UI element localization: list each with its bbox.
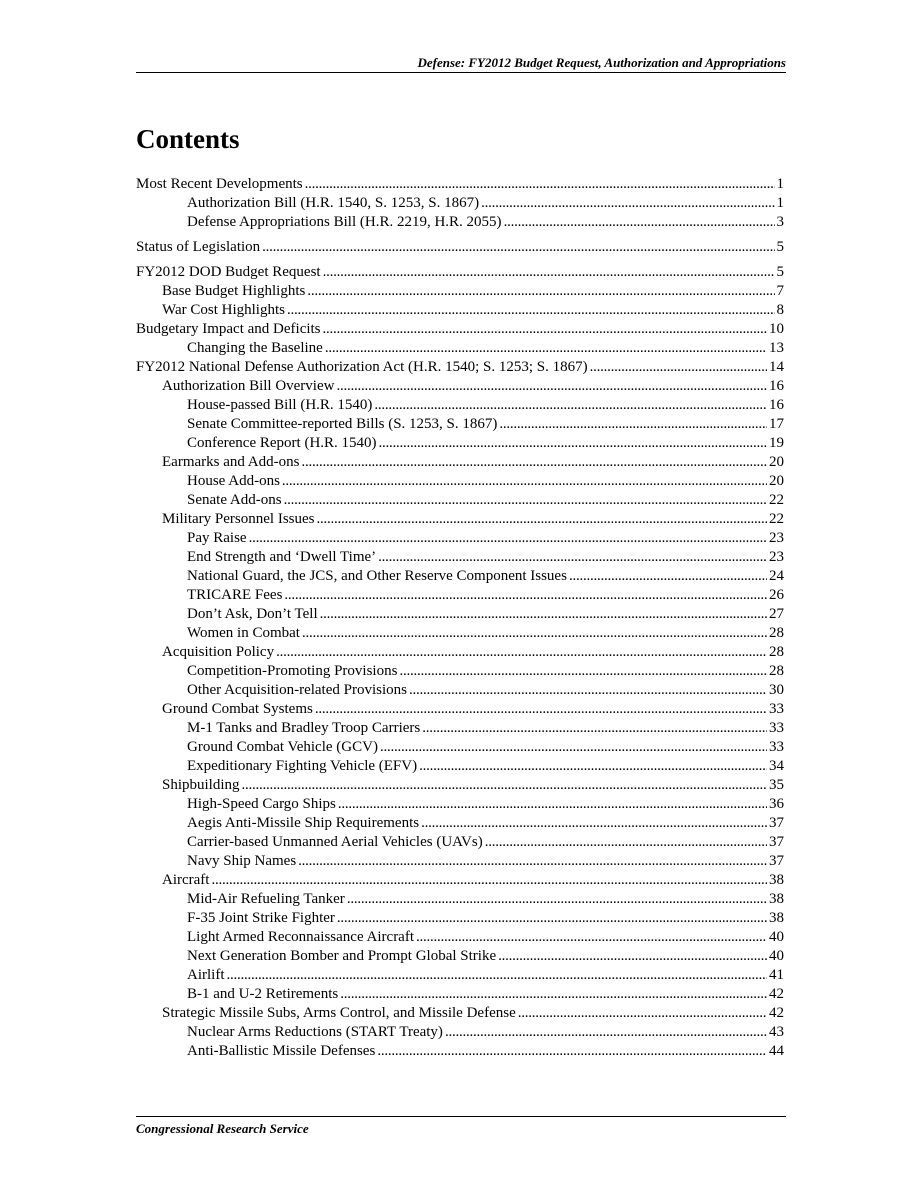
toc-entry-label[interactable]: Don’t Ask, Don’t Tell xyxy=(187,606,318,622)
toc-entry-label[interactable]: B-1 and U-2 Retirements xyxy=(187,986,339,1002)
toc-entry-label[interactable]: Anti-Ballistic Missile Defenses xyxy=(187,1043,376,1059)
toc-entry-label[interactable]: TRICARE Fees xyxy=(187,587,283,603)
toc-entry-label[interactable]: FY2012 DOD Budget Request xyxy=(136,264,321,280)
toc-entry[interactable] xyxy=(136,644,784,663)
toc-leader-dots xyxy=(307,283,774,300)
toc-entry-page-number[interactable]: 16 xyxy=(769,397,784,413)
toc-entry-label[interactable]: Expeditionary Fighting Vehicle (EFV) xyxy=(187,758,418,774)
toc-leader-dots xyxy=(305,176,775,193)
toc-entry-page-number[interactable]: 23 xyxy=(769,549,784,565)
toc-entry-label[interactable]: Light Armed Reconnaissance Aircraft xyxy=(187,929,415,945)
toc-entry[interactable] xyxy=(136,530,784,549)
toc-entry-page-number[interactable]: 8 xyxy=(776,302,784,318)
toc-leader-dots xyxy=(323,264,775,281)
toc-entry-label[interactable]: F-35 Joint Strike Fighter xyxy=(187,910,335,926)
toc-entry-page-number[interactable]: 37 xyxy=(769,853,784,869)
toc-entry-label[interactable]: Ground Combat Systems xyxy=(162,701,313,717)
toc-leader-dots xyxy=(445,1024,767,1041)
toc-leader-dots xyxy=(320,606,767,623)
toc-entry-label[interactable]: Senate Add-ons xyxy=(187,492,282,508)
toc-leader-dots xyxy=(262,239,774,256)
toc-entry-page-number[interactable]: 22 xyxy=(769,511,784,527)
toc-leader-dots xyxy=(315,701,767,718)
toc-entry-page-number[interactable]: 28 xyxy=(769,625,784,641)
table-of-contents xyxy=(136,176,784,1062)
toc-entry-label[interactable]: Defense Appropriations Bill (H.R. 2219, H.R. 2055) xyxy=(187,214,502,230)
toc-leader-dots xyxy=(302,625,767,642)
toc-entry[interactable] xyxy=(136,511,784,530)
toc-leader-dots xyxy=(325,340,767,357)
toc-entry[interactable] xyxy=(136,397,784,416)
toc-leader-dots xyxy=(298,853,767,870)
toc-entry-label[interactable]: National Guard, the JCS, and Other Reserve Component Issues xyxy=(187,568,567,584)
toc-leader-dots xyxy=(337,910,767,927)
toc-entry-page-number[interactable]: 42 xyxy=(769,986,784,1002)
toc-entry[interactable] xyxy=(136,321,784,340)
toc-leader-dots xyxy=(498,948,767,965)
toc-entry[interactable] xyxy=(136,239,784,258)
toc-entry-label[interactable]: Authorization Bill Overview xyxy=(162,378,335,394)
toc-entry-page-number[interactable]: 20 xyxy=(769,454,784,470)
toc-leader-dots xyxy=(282,473,767,490)
toc-entry[interactable] xyxy=(136,682,784,701)
toc-entry-label[interactable]: House Add-ons xyxy=(187,473,280,489)
toc-entry-label[interactable]: Airlift xyxy=(187,967,225,983)
toc-entry-label[interactable]: Navy Ship Names xyxy=(187,853,297,869)
toc-entry[interactable] xyxy=(136,1005,784,1024)
toc-entry-page-number[interactable]: 35 xyxy=(769,777,784,793)
toc-entry-page-number[interactable]: 5 xyxy=(776,239,784,255)
toc-entry-page-number[interactable]: 17 xyxy=(769,416,784,432)
toc-entry-page-number[interactable]: 30 xyxy=(769,682,784,698)
toc-entry-page-number[interactable]: 38 xyxy=(769,910,784,926)
toc-leader-dots xyxy=(485,834,767,851)
toc-leader-dots xyxy=(504,214,775,231)
toc-entry-page-number[interactable]: 37 xyxy=(769,834,784,850)
toc-entry[interactable] xyxy=(136,625,784,644)
toc-entry[interactable] xyxy=(136,176,784,195)
toc-entry[interactable] xyxy=(136,872,784,891)
toc-entry[interactable] xyxy=(136,758,784,777)
toc-entry[interactable] xyxy=(136,853,784,872)
toc-entry[interactable] xyxy=(136,967,784,986)
toc-entry-page-number[interactable]: 34 xyxy=(769,758,784,774)
page-title: Contents xyxy=(136,124,240,154)
toc-entry[interactable] xyxy=(136,195,784,214)
toc-entry-label[interactable]: Conference Report (H.R. 1540) xyxy=(187,435,377,451)
toc-entry[interactable] xyxy=(136,587,784,606)
toc-leader-dots xyxy=(338,796,767,813)
toc-entry-label[interactable]: Carrier-based Unmanned Aerial Vehicles (UAVs) xyxy=(187,834,483,850)
toc-entry[interactable] xyxy=(136,416,784,435)
toc-leader-dots xyxy=(590,359,767,376)
toc-entry[interactable] xyxy=(136,720,784,739)
toc-leader-dots xyxy=(242,777,767,794)
toc-entry[interactable] xyxy=(136,891,784,910)
toc-leader-dots xyxy=(416,929,767,946)
toc-entry-page-number[interactable]: 10 xyxy=(769,321,784,337)
toc-entry[interactable] xyxy=(136,815,784,834)
toc-entry-page-number[interactable]: 41 xyxy=(769,967,784,983)
toc-entry-label[interactable]: Shipbuilding xyxy=(162,777,240,793)
toc-leader-dots xyxy=(249,530,767,547)
toc-entry-page-number[interactable]: 19 xyxy=(769,435,784,451)
toc-entry[interactable] xyxy=(136,910,784,929)
toc-entry-page-number[interactable]: 38 xyxy=(769,872,784,888)
toc-entry-page-number[interactable]: 42 xyxy=(769,1005,784,1021)
toc-entry-label[interactable]: Women in Combat xyxy=(187,625,300,641)
toc-entry[interactable] xyxy=(136,739,784,758)
toc-entry-label[interactable]: Budgetary Impact and Deficits xyxy=(136,321,321,337)
toc-entry-page-number[interactable]: 36 xyxy=(769,796,784,812)
toc-entry-page-number[interactable]: 3 xyxy=(776,214,784,230)
toc-leader-dots xyxy=(276,644,767,661)
toc-entry-label[interactable]: Pay Raise xyxy=(187,530,247,546)
toc-entry[interactable] xyxy=(136,834,784,853)
toc-entry[interactable] xyxy=(136,454,784,473)
toc-leader-dots xyxy=(374,397,767,414)
toc-entry-page-number[interactable]: 33 xyxy=(769,739,784,755)
toc-entry-label[interactable]: End Strength and ‘Dwell Time’ xyxy=(187,549,377,565)
toc-entry[interactable] xyxy=(136,340,784,359)
toc-entry-label[interactable]: Acquisition Policy xyxy=(162,644,275,660)
toc-entry[interactable] xyxy=(136,549,784,568)
toc-entry-page-number[interactable]: 28 xyxy=(769,663,784,679)
toc-leader-dots xyxy=(518,1005,767,1022)
toc-entry-page-number[interactable]: 1 xyxy=(776,176,784,192)
toc-entry-label[interactable]: Mid-Air Refueling Tanker xyxy=(187,891,345,907)
toc-leader-dots xyxy=(347,891,767,908)
toc-entry-label[interactable]: Strategic Missile Subs, Arms Control, and Missile Defense xyxy=(162,1005,516,1021)
toc-leader-dots xyxy=(336,378,767,395)
toc-entry-label[interactable]: House-passed Bill (H.R. 1540) xyxy=(187,397,373,413)
toc-leader-dots xyxy=(380,739,767,756)
toc-leader-dots xyxy=(227,967,768,984)
toc-entry[interactable] xyxy=(136,264,784,283)
toc-entry[interactable] xyxy=(136,378,784,397)
toc-entry-label[interactable]: Aegis Anti-Missile Ship Requirements xyxy=(187,815,420,831)
toc-leader-dots xyxy=(287,302,775,319)
toc-entry[interactable] xyxy=(136,302,784,321)
toc-entry[interactable] xyxy=(136,663,784,682)
toc-entry[interactable] xyxy=(136,948,784,967)
toc-entry-label[interactable]: FY2012 National Defense Authorization Act (H.R. 1540; S. 1253; S. 1867) xyxy=(136,359,588,375)
toc-leader-dots xyxy=(481,195,774,212)
toc-leader-dots xyxy=(499,416,767,433)
toc-entry-label[interactable]: Military Personnel Issues xyxy=(162,511,315,527)
toc-entry-page-number[interactable]: 7 xyxy=(776,283,784,299)
toc-entry[interactable] xyxy=(136,283,784,302)
toc-entry-label[interactable]: Status of Legislation xyxy=(136,239,261,255)
toc-leader-dots xyxy=(301,454,767,471)
toc-leader-dots xyxy=(211,872,767,889)
toc-entry-page-number[interactable]: 13 xyxy=(769,340,784,356)
toc-leader-dots xyxy=(409,682,767,699)
toc-leader-dots xyxy=(284,492,767,509)
toc-leader-dots xyxy=(399,663,767,680)
toc-entry-label[interactable]: Other Acquisition-related Provisions xyxy=(187,682,407,698)
toc-entry-page-number[interactable]: 28 xyxy=(769,644,784,660)
toc-entry[interactable] xyxy=(136,796,784,815)
footer-text: Congressional Research Service xyxy=(136,1121,309,1136)
toc-entry-label[interactable]: Changing the Baseline xyxy=(187,340,323,356)
toc-entry[interactable] xyxy=(136,929,784,948)
toc-leader-dots xyxy=(422,720,767,737)
header-divider xyxy=(136,72,786,73)
toc-entry-page-number[interactable]: 44 xyxy=(769,1043,784,1059)
toc-entry[interactable] xyxy=(136,1043,784,1062)
toc-leader-dots xyxy=(379,435,767,452)
toc-leader-dots xyxy=(284,587,767,604)
toc-entry[interactable] xyxy=(136,777,784,796)
toc-leader-dots xyxy=(421,815,767,832)
toc-entry-page-number[interactable]: 33 xyxy=(769,720,784,736)
toc-entry-page-number[interactable]: 5 xyxy=(776,264,784,280)
toc-entry-label[interactable]: Senate Committee-reported Bills (S. 1253, S. 1867) xyxy=(187,416,498,432)
toc-leader-dots xyxy=(340,986,767,1003)
toc-entry[interactable] xyxy=(136,492,784,511)
toc-entry-label[interactable]: Aircraft xyxy=(162,872,210,888)
toc-leader-dots xyxy=(377,1043,767,1060)
toc-entry-page-number[interactable]: 26 xyxy=(769,587,784,603)
toc-leader-dots xyxy=(569,568,767,585)
toc-entry[interactable] xyxy=(136,435,784,454)
toc-entry[interactable] xyxy=(136,568,784,587)
toc-leader-dots xyxy=(419,758,767,775)
toc-entry-label[interactable]: M-1 Tanks and Bradley Troop Carriers xyxy=(187,720,421,736)
toc-entry-page-number[interactable]: 40 xyxy=(769,948,784,964)
toc-entry[interactable] xyxy=(136,473,784,492)
toc-entry[interactable] xyxy=(136,701,784,720)
running-header: Defense: FY2012 Budget Request, Authorization and Appropriations xyxy=(417,55,786,70)
toc-leader-dots xyxy=(378,549,767,566)
toc-entry-page-number[interactable]: 23 xyxy=(769,530,784,546)
toc-entry[interactable] xyxy=(136,606,784,625)
toc-entry-label[interactable]: High-Speed Cargo Ships xyxy=(187,796,336,812)
toc-entry-page-number[interactable]: 38 xyxy=(769,891,784,907)
toc-entry-page-number[interactable]: 22 xyxy=(769,492,784,508)
toc-entry-page-number[interactable]: 14 xyxy=(769,359,784,375)
toc-entry-page-number[interactable]: 43 xyxy=(769,1024,784,1040)
toc-leader-dots xyxy=(316,511,767,528)
footer-divider xyxy=(136,1116,786,1117)
toc-entry-label[interactable]: Ground Combat Vehicle (GCV) xyxy=(187,739,378,755)
toc-entry-label[interactable]: Next Generation Bomber and Prompt Global Strike xyxy=(187,948,497,964)
toc-entry-page-number[interactable]: 33 xyxy=(769,701,784,717)
toc-entry-page-number[interactable]: 1 xyxy=(776,195,784,211)
toc-entry-page-number[interactable]: 37 xyxy=(769,815,784,831)
toc-leader-dots xyxy=(323,321,767,338)
toc-entry-label[interactable]: Nuclear Arms Reductions (START Treaty) xyxy=(187,1024,443,1040)
toc-entry-label[interactable]: Earmarks and Add-ons xyxy=(162,454,300,470)
toc-entry-page-number[interactable]: 40 xyxy=(769,929,784,945)
toc-entry-page-number[interactable]: 20 xyxy=(769,473,784,489)
toc-entry-label[interactable]: Most Recent Developments xyxy=(136,176,303,192)
toc-entry[interactable] xyxy=(136,1024,784,1043)
toc-entry-page-number[interactable]: 16 xyxy=(769,378,784,394)
toc-entry-page-number[interactable]: 27 xyxy=(769,606,784,622)
toc-entry-label[interactable]: Authorization Bill (H.R. 1540, S. 1253, S. 1867) xyxy=(187,195,480,211)
toc-entry[interactable] xyxy=(136,214,784,233)
toc-entry-label[interactable]: Base Budget Highlights xyxy=(162,283,306,299)
toc-entry-page-number[interactable]: 24 xyxy=(769,568,784,584)
toc-entry[interactable] xyxy=(136,986,784,1005)
toc-entry[interactable] xyxy=(136,359,784,378)
toc-entry-label[interactable]: Competition-Promoting Provisions xyxy=(187,663,398,679)
toc-entry-label[interactable]: War Cost Highlights xyxy=(162,302,285,318)
